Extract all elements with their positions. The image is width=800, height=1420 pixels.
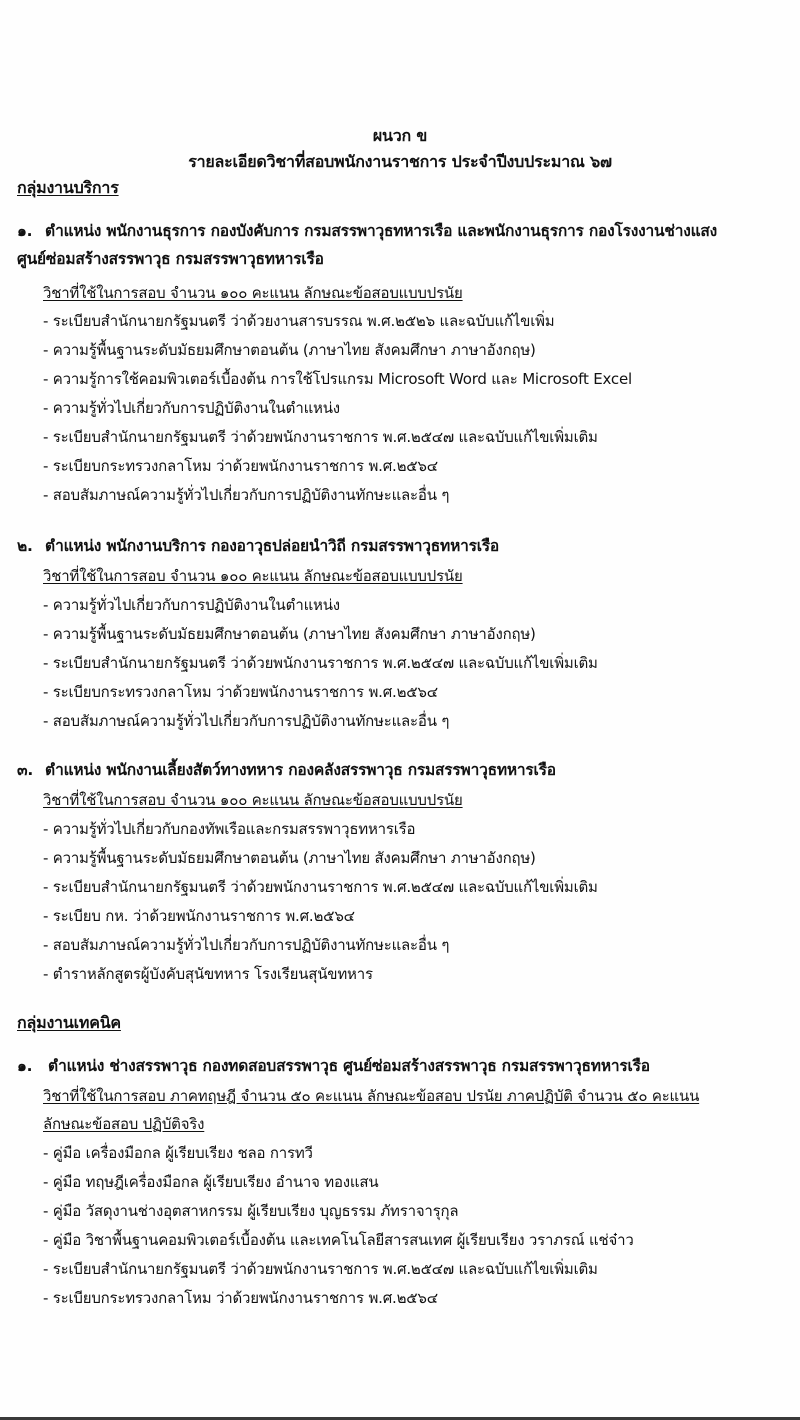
list-item: - ความรู้พื้นฐานระดับมัธยมศึกษาตอนต้น (ภาษาไทย สังคมศึกษา ภาษาอังกฤษ) xyxy=(43,849,536,867)
list-item: - ระเบียบสำนักนายกรัฐมนตรี ว่าด้วยพนักงานราชการ พ.ศ.๒๕๔๗ และฉบับแก้ไขเพิ่มเติม xyxy=(43,654,598,672)
position-title: ตำแหน่ง พนักงานธุรการ กองบังคับการ กรมสรรพาวุธทหารเรือ และพนักงานธุรการ กองโรงงานช่างแสง xyxy=(45,222,718,240)
position-title: ตำแหน่ง พนักงานบริการ กองอาวุธปล่อยนำวิถี กรมสรรพาวุธทหารเรือ xyxy=(45,537,500,555)
position-title: ตำแหน่ง ช่างสรรพาวุธ กองทดสอบสรรพาวุธ ศูนย์ซ่อมสร้างสรรพาวุธ กรมสรรพาวุธทหารเรือ xyxy=(48,1057,650,1075)
list-item: - สอบสัมภาษณ์ความรู้ทั่วไปเกี่ยวกับการปฏิบัติงานทักษะและอื่น ๆ xyxy=(43,486,450,504)
list-item: - ตำราหลักสูตรผู้บังคับสุนัขทหาร โรงเรียนสุนัขทหาร xyxy=(43,965,373,983)
position-number: ๓. xyxy=(17,761,34,779)
list-item: - ความรู้พื้นฐานระดับมัธยมศึกษาตอนต้น (ภาษาไทย สังคมศึกษา ภาษาอังกฤษ) xyxy=(43,341,536,359)
list-item: - ความรู้ทั่วไปเกี่ยวกับกองทัพเรือและกรมสรรพาวุธทหารเรือ xyxy=(43,820,416,838)
list-item: - ระเบียบสำนักนายกรัฐมนตรี ว่าด้วยพนักงานราชการ พ.ศ.๒๕๔๗ และฉบับแก้ไขเพิ่มเติม xyxy=(43,878,598,896)
list-item: - ระเบียบสำนักนายกรัฐมนตรี ว่าด้วยงานสารบรรณ พ.ศ.๒๕๒๖ และฉบับแก้ไขเพิ่ม xyxy=(43,312,555,330)
subject-heading: วิชาที่ใช้ในการสอบ ภาคทฤษฎี จำนวน ๕๐ คะแนน ลักษณะข้อสอบ ปรนัย ภาคปฏิบัติ จำนวน ๕๐ คะแนน xyxy=(43,1087,700,1105)
list-item: - ความรู้การใช้คอมพิวเตอร์เบื้องต้น การใช้โปรแกรม Microsoft Word และ Microsoft Excel xyxy=(43,370,632,388)
group-title-technical: กลุ่มงานเทคนิค xyxy=(17,1013,121,1032)
list-item: - ระเบียบกระทรวงกลาโหม ว่าด้วยพนักงานราชการ พ.ศ.๒๕๖๔ xyxy=(43,683,438,701)
position-number: ๒. xyxy=(17,537,33,555)
position-title-cont: ศูนย์ซ่อมสร้างสรรพาวุธ กรมสรรพาวุธทหารเรือ xyxy=(17,250,324,268)
list-item: - ระเบียบสำนักนายกรัฐมนตรี ว่าด้วยพนักงานราชการ พ.ศ.๒๕๔๗ และฉบับแก้ไขเพิ่มเติม xyxy=(43,428,598,446)
list-item: - ระเบียบสำนักนายกรัฐมนตรี ว่าด้วยพนักงานราชการ พ.ศ.๒๕๔๗ และฉบับแก้ไขเพิ่มเติม xyxy=(43,1260,598,1278)
list-item: - สอบสัมภาษณ์ความรู้ทั่วไปเกี่ยวกับการปฏิบัติงานทักษะและอื่น ๆ xyxy=(43,712,450,730)
subject-heading-cont: ลักษณะข้อสอบ ปฏิบัติจริง xyxy=(43,1115,205,1133)
list-item: - คู่มือ เครื่องมือกล ผู้เรียบเรียง ชลอ การทวี xyxy=(43,1144,313,1162)
list-item: - ความรู้ทั่วไปเกี่ยวกับการปฏิบัติงานในตำแหน่ง xyxy=(43,596,340,614)
position-number: ๑. xyxy=(17,222,33,240)
appendix-title: ผนวก ข xyxy=(372,126,428,145)
list-item: - สอบสัมภาษณ์ความรู้ทั่วไปเกี่ยวกับการปฏิบัติงานทักษะและอื่น ๆ xyxy=(43,936,450,954)
list-item: - ระเบียบกระทรวงกลาโหม ว่าด้วยพนักงานราชการ พ.ศ.๒๕๖๔ xyxy=(43,457,438,475)
position-number: ๑. xyxy=(17,1057,33,1075)
list-item: - คู่มือ ทฤษฎีเครื่องมือกล ผู้เรียบเรียง อำนาจ ทองแสน xyxy=(43,1173,379,1191)
list-item: - ความรู้ทั่วไปเกี่ยวกับการปฏิบัติงานในตำแหน่ง xyxy=(43,399,340,417)
subject-heading: วิชาที่ใช้ในการสอบ จำนวน ๑๐๐ คะแนน ลักษณะข้อสอบแบบปรนัย xyxy=(43,567,463,585)
position-title: ตำแหน่ง พนักงานเลี้ยงสัตว์ทางทหาร กองคลังสรรพาวุธ กรมสรรพาวุธทหารเรือ xyxy=(45,761,556,779)
group-title-service: กลุ่มงานบริการ xyxy=(17,178,119,197)
list-item: - คู่มือ วัสดุงานช่างอุตสาหกรรม ผู้เรียบเรียง บุญธรรม ภัทราจารุกุล xyxy=(43,1202,459,1220)
subject-heading: วิชาที่ใช้ในการสอบ จำนวน ๑๐๐ คะแนน ลักษณะข้อสอบแบบปรนัย xyxy=(43,284,463,302)
main-title: รายละเอียดวิชาที่สอบพนักงานราชการ ประจำปีงบประมาณ ๖๗ xyxy=(188,152,612,171)
list-item: - ระเบียบ กห. ว่าด้วยพนักงานราชการ พ.ศ.๒๕๖๔ xyxy=(43,907,355,925)
subject-heading: วิชาที่ใช้ในการสอบ จำนวน ๑๐๐ คะแนน ลักษณะข้อสอบแบบปรนัย xyxy=(43,791,463,809)
list-item: - ระเบียบกระทรวงกลาโหม ว่าด้วยพนักงานราชการ พ.ศ.๒๕๖๔ xyxy=(43,1289,438,1307)
list-item: - คู่มือ วิชาพื้นฐานคอมพิวเตอร์เบื้องต้น และเทคโนโลยีสารสนเทศ ผู้เรียบเรียง วราภรณ์ แช่จ๋าว xyxy=(43,1231,634,1249)
list-item: - ความรู้พื้นฐานระดับมัธยมศึกษาตอนต้น (ภาษาไทย สังคมศึกษา ภาษาอังกฤษ) xyxy=(43,625,536,643)
